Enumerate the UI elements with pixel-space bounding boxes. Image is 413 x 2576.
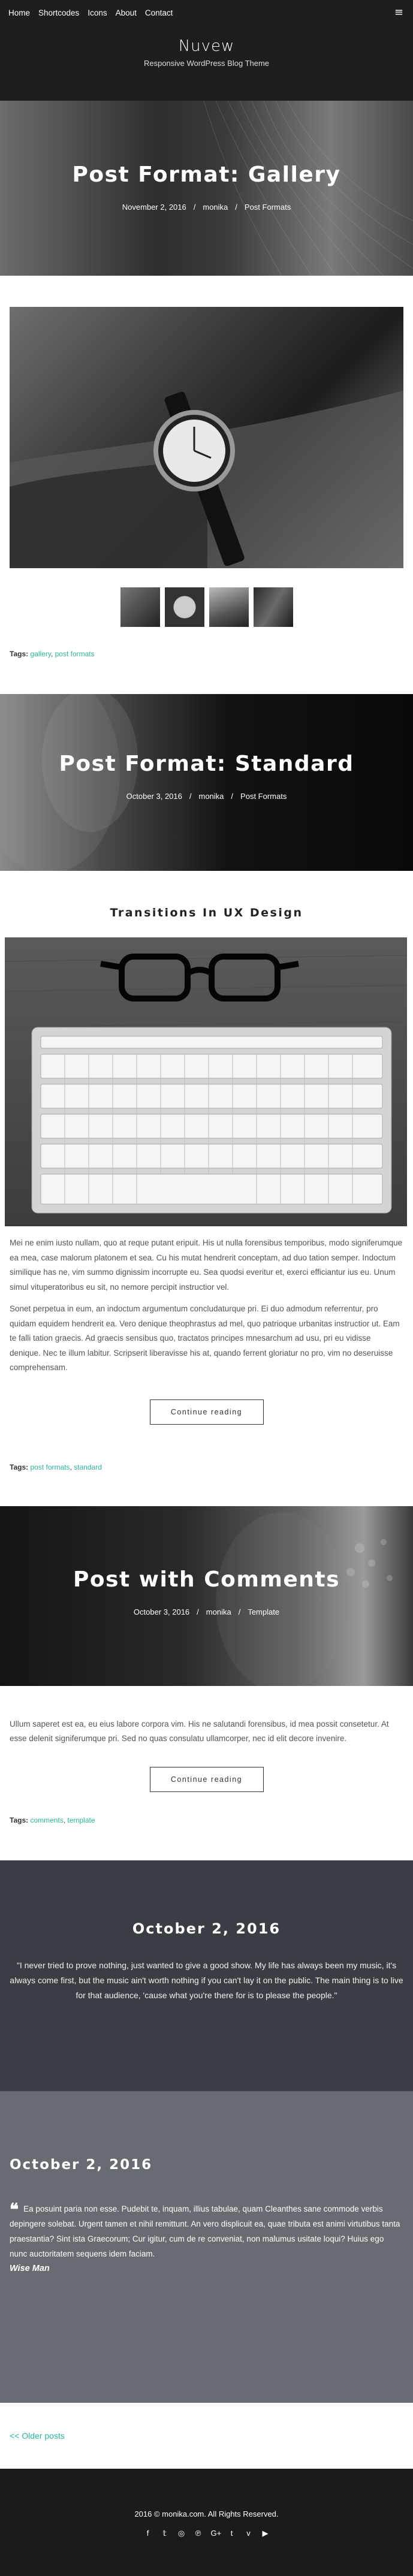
quote-post [0, 1860, 413, 2091]
post-title[interactable]: Post Format: Gallery [72, 162, 341, 187]
continue-wrap [0, 1399, 413, 1425]
post-meta: October 3, 2016 / monika / Template [133, 1607, 280, 1616]
gallery-thumbnail[interactable] [252, 586, 294, 628]
post-author[interactable]: monika [206, 1607, 231, 1616]
tag-link[interactable]: standard [74, 1462, 102, 1471]
gallery-thumbnail[interactable] [208, 586, 250, 628]
post-author[interactable]: monika [203, 203, 228, 212]
site-title[interactable]: Nuvew [178, 37, 235, 55]
gallery-post-content [0, 307, 413, 658]
post-meta: October 3, 2016 / monika / Post Formats [126, 792, 287, 801]
tag-link[interactable]: post formats [30, 1462, 70, 1471]
post-meta: November 2, 2016 / monika / Post Formats [122, 203, 291, 212]
gallery-thumbnail[interactable] [119, 586, 161, 628]
nav-icons-link[interactable]: Icons [88, 8, 107, 17]
gallery-thumbnails [10, 586, 403, 628]
pinterest-icon[interactable]: ℗ [195, 2528, 201, 2538]
post-hero-comments [0, 1506, 413, 1686]
post-date[interactable]: November 2, 2016 [122, 203, 186, 212]
continue-reading-button[interactable]: Continue reading [150, 1767, 264, 1792]
keyboard-illustration [5, 937, 407, 1226]
post-tags: Tags: comments, template [10, 1815, 95, 1824]
post-category[interactable]: Post Formats [240, 792, 287, 801]
quote-mark-icon: ❝ [10, 2200, 19, 2219]
social-links [0, 2529, 413, 2538]
post-paragraph: Ullum saperet est ea, eu eius labore corpora vim. His ne salutandi forensibus, id mea possit consetetur. At esse delenit signiferumque pri. Sed no quas consulatu ullamcorper, nec id elit decore invenire. [10, 1719, 389, 1743]
site-header [0, 0, 413, 101]
site-branding [0, 37, 413, 68]
copyright-text: 2016 © monika.com. All Rights Reserved. [134, 2509, 279, 2518]
aside-post-quote [10, 2201, 403, 2261]
post-tags: Tags: gallery, post formats [10, 650, 95, 658]
standard-post-content [0, 906, 413, 1471]
quote-post-date[interactable]: October 2, 2016 [132, 1920, 281, 1937]
youtube-icon[interactable]: ▶ [262, 2528, 269, 2538]
gallery-main-image[interactable] [10, 307, 403, 568]
post-date[interactable]: October 3, 2016 [126, 792, 182, 801]
post-excerpt [0, 1236, 413, 1376]
nav-shortcodes-link[interactable]: Shortcodes [38, 8, 80, 17]
wristwatch-photo [10, 307, 403, 568]
post-category[interactable]: Post Formats [244, 203, 291, 212]
gallery-thumbnail[interactable] [164, 586, 206, 628]
google-plus-icon[interactable]: G+ [210, 2528, 222, 2538]
instagram-icon[interactable]: ◎ [177, 2528, 185, 2538]
site-footer [0, 2469, 413, 2576]
facebook-icon[interactable]: f [146, 2528, 149, 2538]
nav-about-link[interactable]: About [115, 8, 137, 17]
post-author[interactable]: monika [198, 792, 224, 801]
comments-post-content [0, 1717, 413, 1824]
tags-label: Tags: [10, 650, 29, 658]
keyboard-glasses-photo [5, 937, 407, 1226]
tag-link[interactable]: post formats [55, 650, 95, 658]
top-navigation [0, 0, 413, 25]
tags-label: Tags: [10, 1815, 29, 1824]
hero-hair-image [0, 101, 413, 276]
aside-quote-post [0, 2091, 413, 2403]
post-title[interactable]: Post with Comments [73, 1567, 340, 1592]
pagination [0, 2403, 413, 2469]
continue-wrap [0, 1767, 413, 1792]
post-title[interactable]: Post Format: Standard [59, 752, 354, 776]
vimeo-icon[interactable]: v [246, 2528, 251, 2538]
post-paragraph: Mei ne enim iusto nullam, quo at reque putant eripuit. His ut nulla forensibus temporibus, modo signiferumque ea mea, case malorum platonem et sea. Cu his mutat hendrerit conceptam, ad duo tation semper. Indoctum similique has ne, vim summo dignissim incorrupte eu. Sea quodsi everitur et, exerci efficiantur ius eu. Unum simul vituperatoribus eu sit, no nemore percipit instructior vel. [10, 1238, 403, 1292]
post-hero-gallery [0, 101, 413, 276]
older-posts-link[interactable]: << Older posts [10, 2430, 65, 2441]
twitter-icon[interactable]: 𝕥 [162, 2528, 167, 2538]
aside-post-date[interactable]: October 2, 2016 [10, 2156, 153, 2173]
post-tags: Tags: post formats, standard [10, 1462, 102, 1471]
post-content-heading: Transitions In UX Design [110, 906, 303, 919]
hero-flowers-image [0, 1506, 413, 1686]
continue-reading-button[interactable]: Continue reading [150, 1399, 264, 1425]
nav-contact-link[interactable]: Contact [144, 8, 173, 17]
hamburger-icon[interactable]: ≡ [394, 6, 403, 19]
tag-link[interactable]: comments [30, 1815, 64, 1824]
site-tagline: Responsive WordPress Blog Theme [143, 59, 270, 68]
hero-woman-image [0, 694, 413, 871]
aside-post-author: Wise Man [10, 2263, 50, 2273]
aside-post-text: Ea posuint paria non esse. Pudebit te, inquam, illius tabulae, quam Cleanthes sane commode verbis depingere solebat. Urgent tamen et nihil remittunt. An vero displicuit ea, quae tributa est animi virtutibus tanta praestantia? Sint ista Graecorum; Cur igitur, cum de re conveniat, non malumus usitate loqui? Huius ego nunc auctoritatem sequens idem faciam. [10, 2204, 400, 2258]
tags-label: Tags: [10, 1462, 29, 1471]
tag-link[interactable]: template [67, 1815, 95, 1824]
tag-link[interactable]: gallery [30, 650, 51, 658]
post-category[interactable]: Template [248, 1607, 280, 1616]
tumblr-icon[interactable]: t [230, 2528, 233, 2538]
post-hero-standard [0, 694, 413, 871]
post-date[interactable]: October 3, 2016 [133, 1607, 190, 1616]
nav-home-link[interactable]: Home [8, 8, 31, 17]
post-excerpt [0, 1717, 413, 1747]
post-paragraph: Sonet perpetua in eum, an indoctum argumentum concludaturque pri. Ei duo admodum referrentur, pro quidam equidem hendrerit ea. Vero denique theophrastus ad mel, quo patrioque urbanitas instructior ut. Eam te falli tation graecis. Ad graecis sensibus quo, tractatos principes mnesarchum ad usu, pri eu vidisse denique. Nec te illum labitur. Scripserit liberavisse his at, quando ferrent gloriatur no pro, vim no deseruisse comprehensam. [10, 1304, 400, 1372]
quote-post-text: "I never tried to prove nothing, just wanted to give a good show. My life has always been my music, it's always come first, but the music ain't worth nothing if you can't lay it on the public. The main thing is to live for that audience, 'cause what you're there for is to please the people." [10, 1960, 403, 2000]
